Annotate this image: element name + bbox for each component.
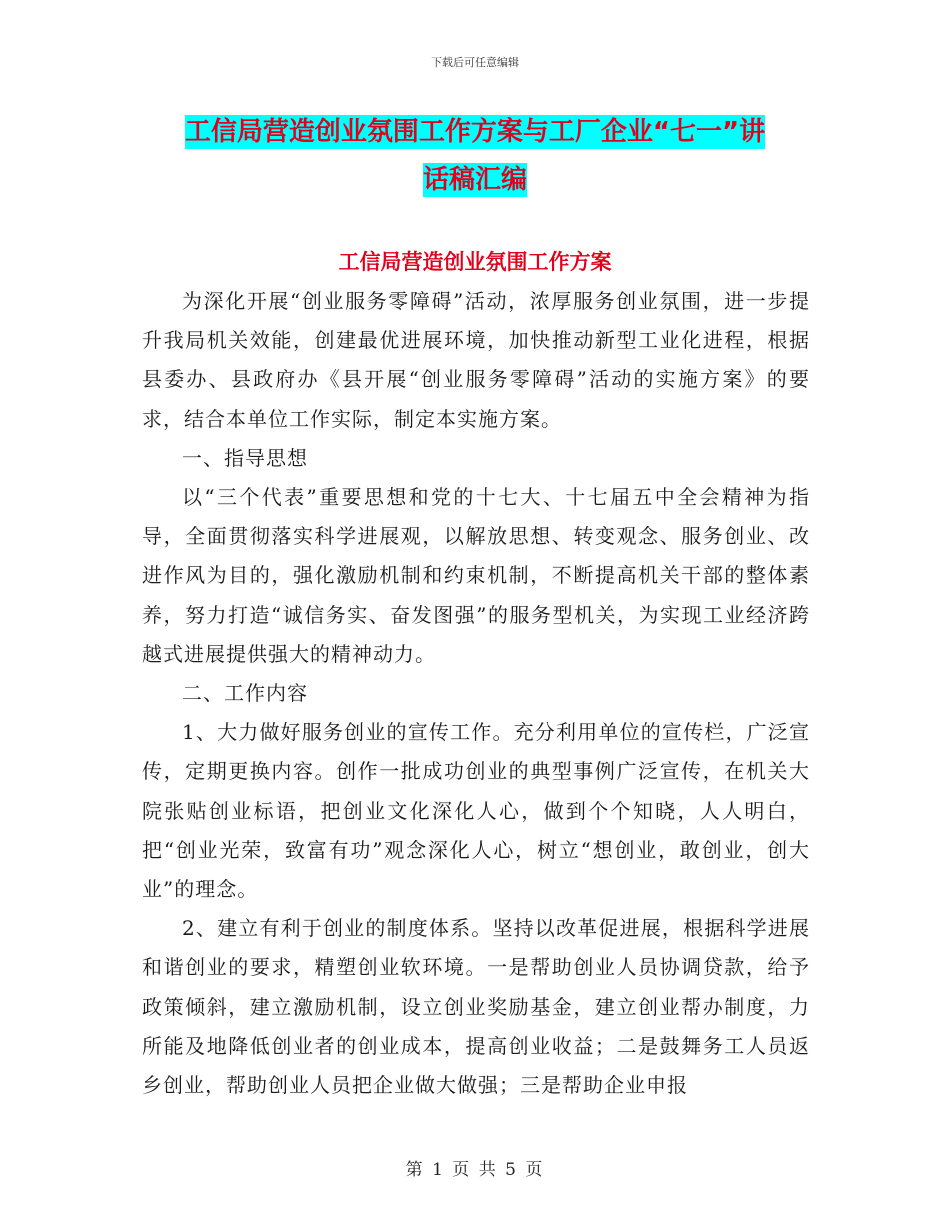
paragraph: 以“三个代表”重要思想和党的十七大、十七届五中全会精神为指导，全面贯彻落实科学进展观，以解放思想、转变观念、服务创业、改进作风为目的，强化激励机制和约束机制，不断提高机关干部的整体素养，努力打造“诚信务实、奋发图强”的服务型机关，为实现工业经济跨越式进展提供强大的精神动力。: [142, 485, 810, 666]
heading-work-content: 二、工作内容: [182, 681, 308, 706]
document-title-line-1: 工信局营造创业氛围工作方案与工厂企业“七一”讲: [184, 117, 766, 147]
paragraph: 1、大力做好服务创业的宣传工作。充分利用单位的宣传栏，广泛宣传，定期更换内容。创作一批成功创业的典型事例广泛宣传，在机关大院张贴创业标语，把创业文化深化人心，做到个个知晓，人人明白，把“创业光荣，致富有功”观念深化人心，树立“想创业，敢创业，创大业”的理念。: [142, 720, 810, 902]
header-note: 下载后可任意编辑: [431, 56, 519, 69]
section-title: 工信局营造创业氛围工作方案: [338, 250, 612, 274]
page-indicator: 第 1 页 共 5 页: [405, 1160, 545, 1180]
document-title: [140, 108, 810, 204]
paragraph: 为深化开展“创业服务零障碍”活动，浓厚服务创业氛围，进一步提升我局机关效能，创建最优进展环境，加快推动新型工业化进程，根据县委办、县政府办《县开展“创业服务零障碍”活动的实施方案》的要求，结合本单位工作实际，制定本实施方案。: [142, 289, 810, 431]
heading-guiding-ideology: 一、指导思想: [182, 445, 308, 470]
document-title-line-2: 话稿汇编: [422, 165, 527, 195]
paragraph: 2、建立有利于创业的制度体系。坚持以改革促进展，根据科学进展和谐创业的要求，精塑创业软环境。一是帮助创业人员协调贷款，给予政策倾斜，建立激励机制，设立创业奖励基金，建立创业帮办制度，力所能及地降低创业者的创业成本，提高创业收益；二是鼓舞务工人员返乡创业，帮助创业人员把企业做大做强；三是帮助企业申报: [142, 916, 810, 1098]
document-body: [142, 282, 810, 1105]
